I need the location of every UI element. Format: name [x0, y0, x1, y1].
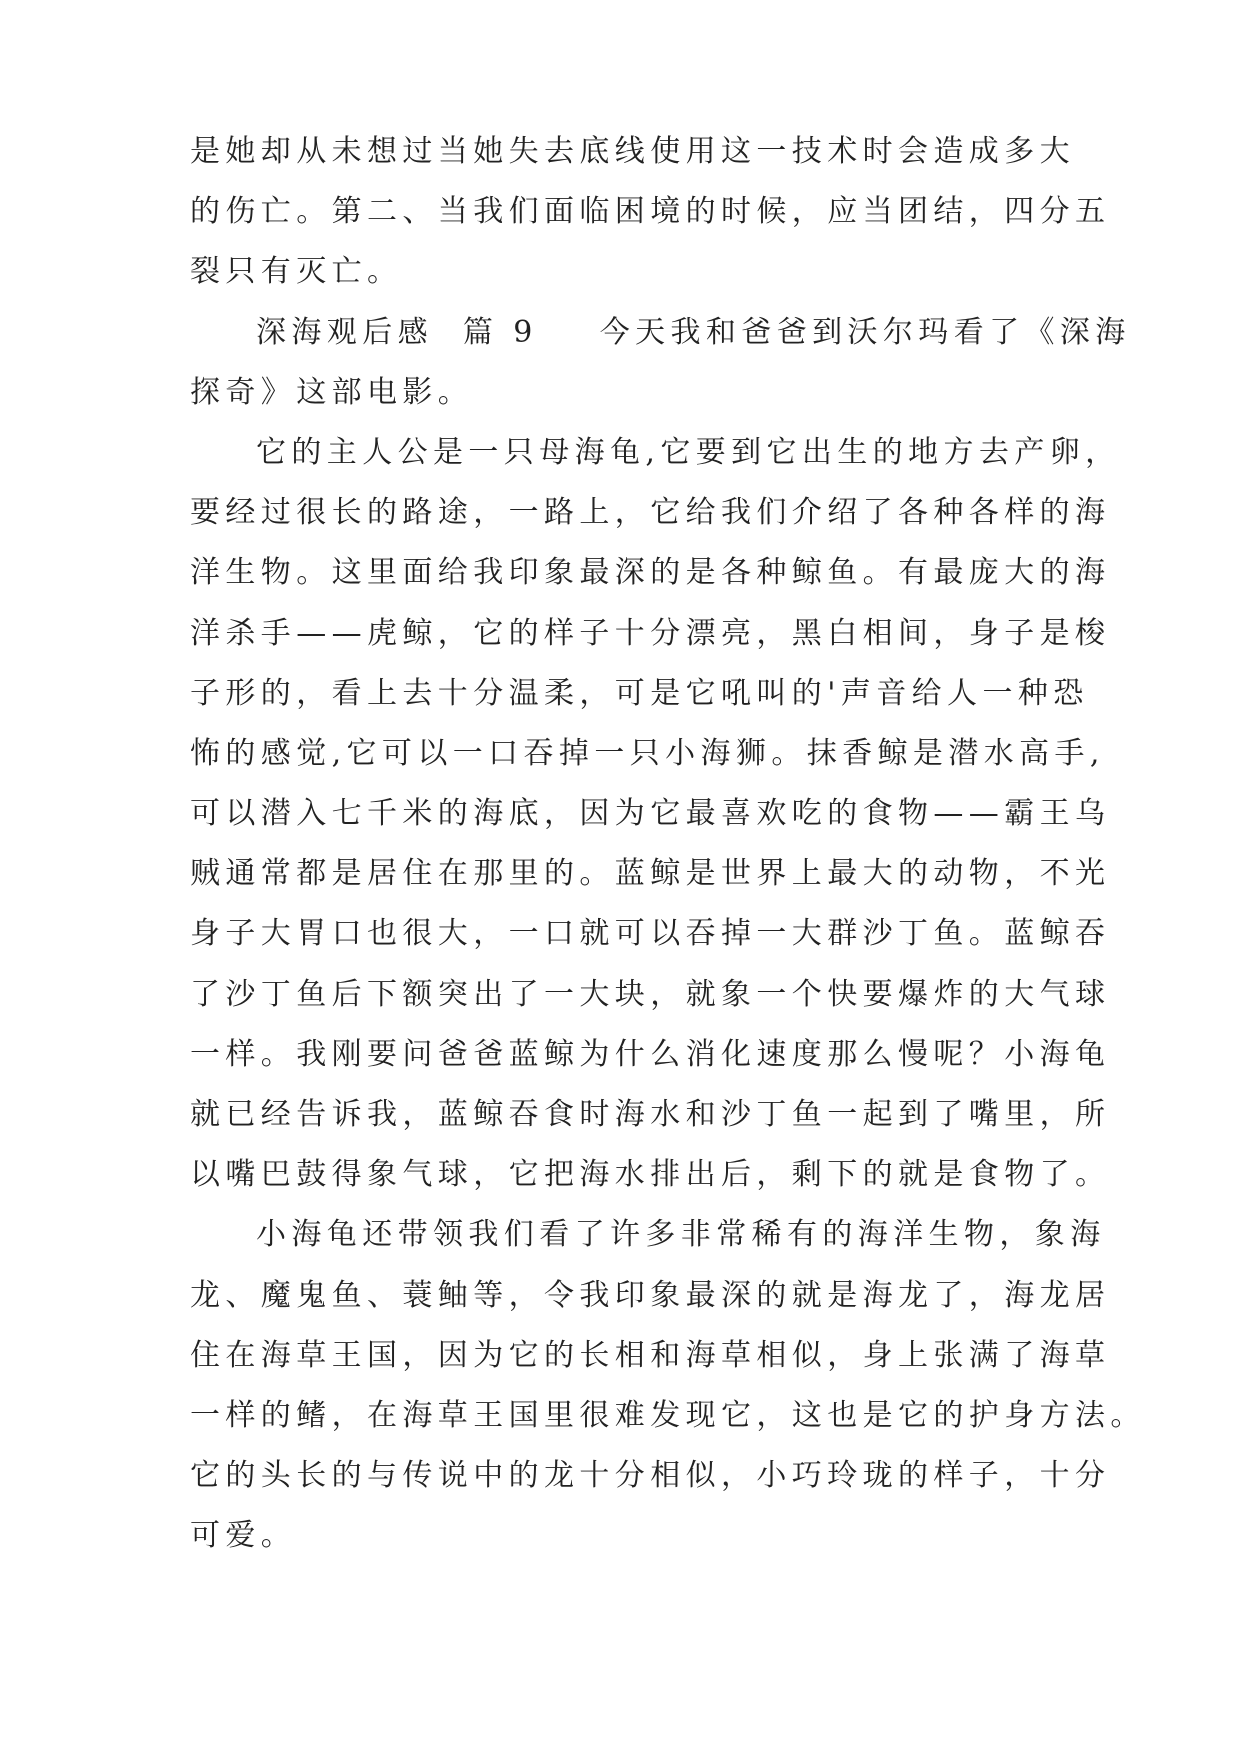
text-line-1: 是她却从未想过当她失去底线使用这一技术时会造成多大: [190, 134, 1075, 169]
text-line-20: 龙、魔鬼鱼、蓑鲉等，令我印象最深的就是海龙了，海龙居: [190, 1277, 1111, 1313]
text-line-8: 洋生物。这里面给我印象最深的是各种鲸鱼。有最庞大的海: [190, 555, 1111, 591]
text-line-21: 住在海草王国，因为它的长相和海草相似，身上张满了海草: [190, 1337, 1111, 1373]
section-opening-text: 今天我和爸爸到沃尔玛看了《深海: [599, 314, 1131, 350]
section-title: 深海观后感: [256, 314, 433, 350]
text-line-23: 它的头长的与传说中的龙十分相似，小巧玲珑的样子，十分: [190, 1458, 1111, 1494]
text-line-13: 贼通常都是居住在那里的。蓝鲸是世界上最大的动物，不光: [190, 856, 1111, 892]
text-line-2: 的伤亡。第二、当我们面临困境的时候，应当团结，四分五: [190, 194, 1111, 230]
document-body: [190, 122, 1146, 1567]
text-line-9: 洋杀手——虎鲸，它的样子十分漂亮，黑白相间，身子是梭: [190, 615, 1111, 651]
text-line-22: 一样的鳍，在海草王国里很难发现它，这也是它的护身方法。: [190, 1397, 1146, 1433]
text-line-10: 子形的，看上去十分温柔，可是它吼叫的'声音给人一种恐: [190, 675, 1089, 711]
text-line-17: 就已经告诉我，蓝鲸吞食时海水和沙丁鱼一起到了嘴里，所: [190, 1097, 1111, 1132]
text-line-7: 要经过很长的路途，一路上，它给我们介绍了各种各样的海: [190, 495, 1111, 531]
text-line-12: 可以潜入七千米的海底，因为它最喜欢吃的食物——霸王乌: [190, 796, 1111, 832]
text-line-11: 怖的感觉,它可以一口吞掉一只小海狮。抹香鲸是潜水高手,: [190, 735, 1105, 771]
text-line-18: 以嘴巴鼓得象气球，它把海水排出后，剩下的就是食物了。: [190, 1157, 1111, 1193]
section-number: 篇 9: [462, 314, 538, 350]
text-line-15: 了沙丁鱼后下额突出了一大块，就象一个快要爆炸的大气球: [190, 976, 1111, 1012]
text-line-5: 探奇》这部电影。: [190, 374, 474, 410]
text-line-3: 裂只有灭亡。: [190, 254, 403, 290]
paragraph-start-line: 小海龟还带领我们看了许多非常稀有的海洋生物，象海: [256, 1217, 1106, 1253]
section-heading-line: [190, 303, 1131, 363]
text-line-14: 身子大胃口也很大，一口就可以吞掉一大群沙丁鱼。蓝鲸吞: [190, 916, 1111, 952]
text-line-16: 一样。我刚要问爸爸蓝鲸为什么消化速度那么慢呢？小海龟: [190, 1036, 1111, 1072]
text-line-24: 可爱。: [190, 1518, 297, 1554]
paragraph-start-line: 它的主人公是一只母海龟,它要到它出生的地方去产卵，: [256, 434, 1121, 470]
